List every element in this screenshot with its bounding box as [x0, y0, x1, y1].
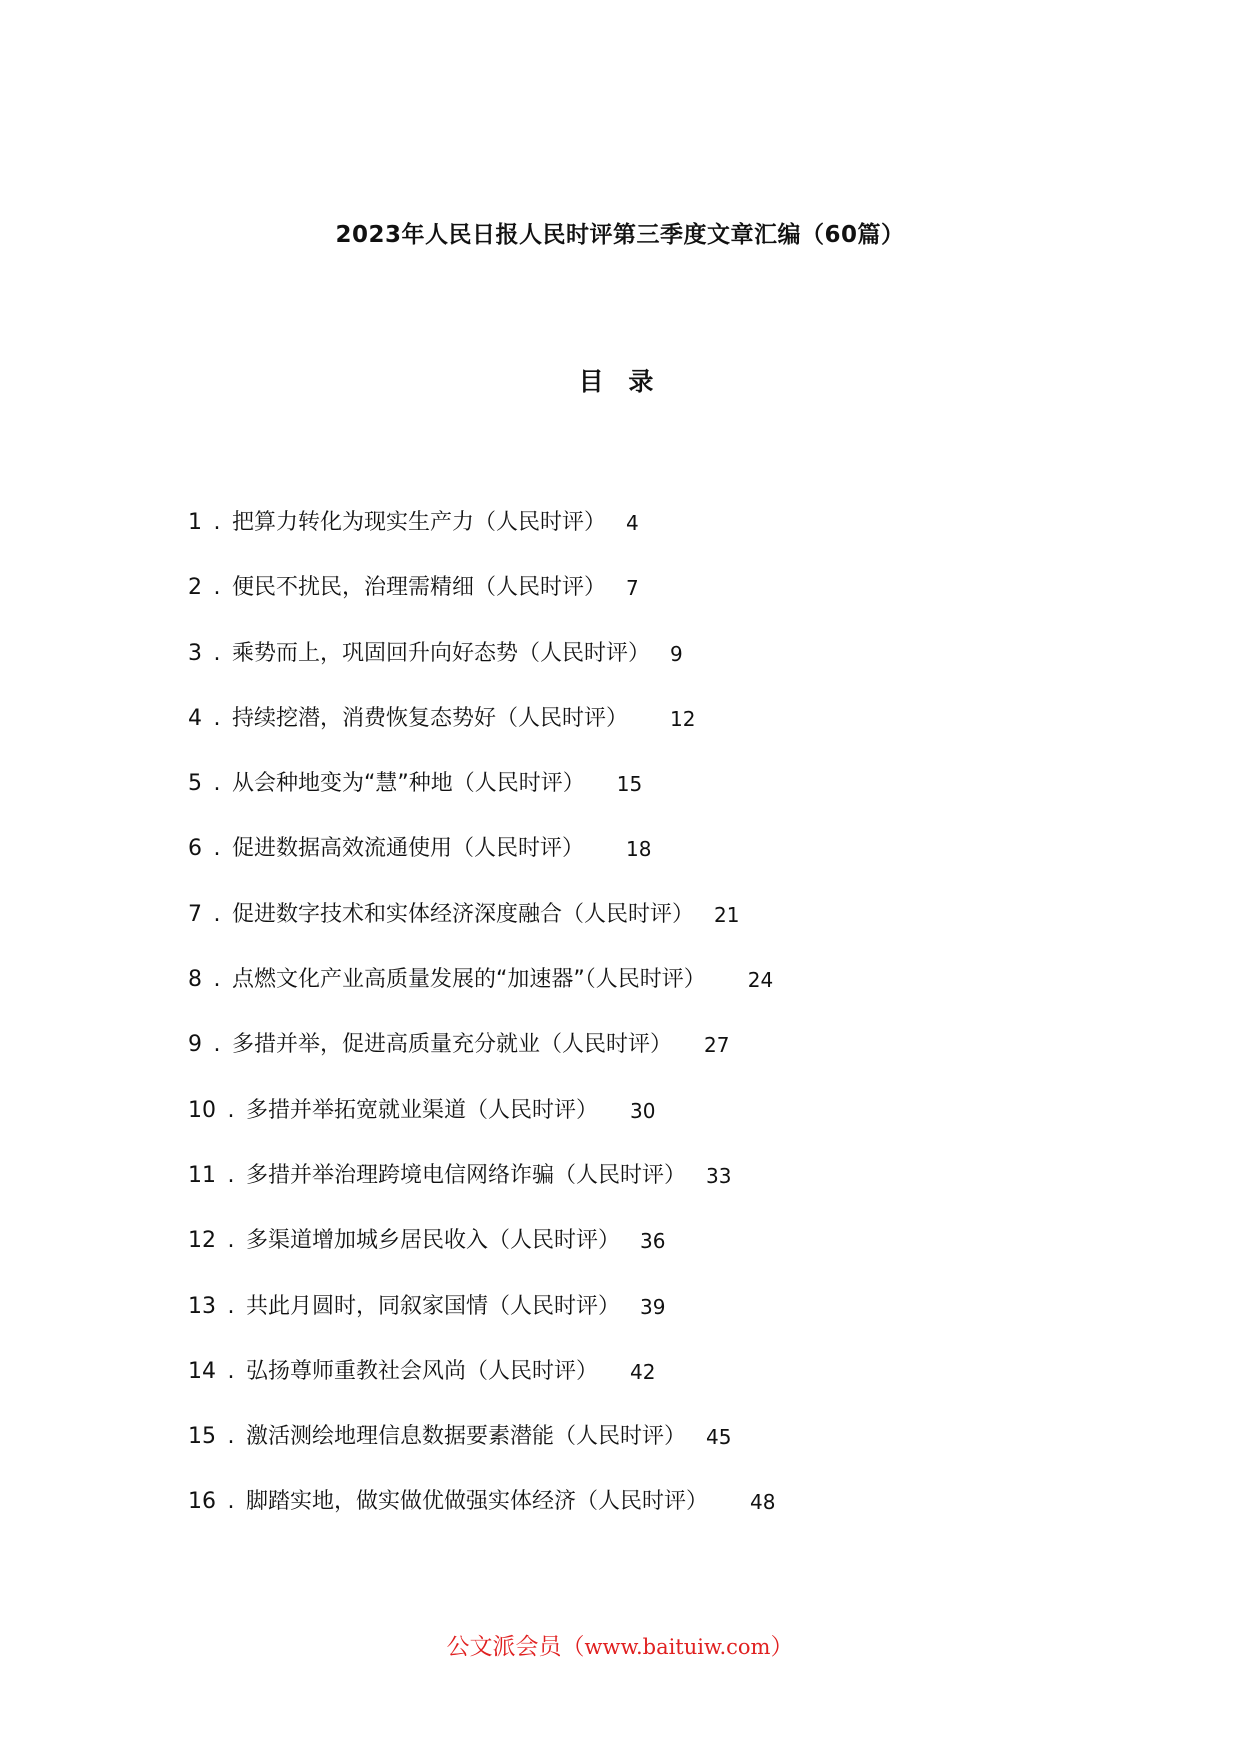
toc-item-15[interactable]	[188, 1420, 1088, 1485]
toc-item-10[interactable]	[188, 1094, 1088, 1159]
toc-page-number: 9	[670, 641, 683, 666]
toc-number: 11	[188, 1162, 216, 1188]
toc-item-6[interactable]	[188, 832, 1088, 897]
toc-item-3[interactable]	[188, 637, 1088, 702]
toc-heading: 目 录	[578, 367, 662, 396]
footer-close: ）	[770, 1634, 794, 1660]
toc-item-7[interactable]	[188, 898, 1088, 963]
toc-separator: .	[227, 1228, 235, 1254]
toc-title: 把算力转化为现实生产力（人民时评）	[232, 510, 607, 535]
toc-number: 7	[188, 901, 202, 927]
toc-page-number: 15	[616, 772, 643, 797]
toc-page-number: 42	[630, 1359, 656, 1384]
toc-separator: .	[213, 967, 221, 993]
toc-title: 激活测绘地理信息数据要素潜能（人民时评）	[246, 1424, 687, 1450]
footer-brand: 公文派会员（	[446, 1634, 585, 1660]
toc-title: 多措并举，促进高质量充分就业（人民时评）	[232, 1032, 673, 1058]
toc-title: 点燃文化产业高质量发展的“加速器”（人民时评）	[232, 967, 706, 993]
toc-number: 2	[188, 575, 202, 601]
toc-item-2[interactable]	[188, 571, 1088, 636]
toc-item-16[interactable]	[188, 1485, 1088, 1550]
toc-title: 多措并举治理跨境电信网络诈骗（人民时评）	[246, 1162, 687, 1188]
toc-number: 4	[188, 705, 202, 731]
footer-url-link[interactable]: www.baituiw.com	[584, 1635, 771, 1659]
toc-number: 12	[188, 1228, 216, 1254]
toc-separator: .	[213, 575, 221, 601]
toc-page-number: 4	[626, 511, 639, 535]
toc-item-5[interactable]	[188, 767, 1088, 832]
footer-watermark	[0, 1628, 1240, 1661]
toc-separator: .	[227, 1424, 235, 1450]
toc-number: 1	[188, 510, 202, 535]
toc-page-number: 45	[706, 1425, 732, 1450]
toc-item-13[interactable]	[188, 1290, 1088, 1355]
toc-title: 持续挖潜，消费恢复态势好（人民时评）	[232, 705, 629, 731]
toc-number: 9	[188, 1032, 202, 1058]
toc-title: 共此月圆时，同叙家国情（人民时评）	[246, 1293, 621, 1319]
toc-number: 10	[188, 1097, 216, 1123]
toc-item-14[interactable]	[188, 1355, 1088, 1420]
toc-separator: .	[227, 1293, 235, 1319]
toc-number: 15	[188, 1424, 216, 1450]
toc-separator: .	[213, 901, 221, 927]
toc-page-number: 27	[704, 1033, 730, 1058]
toc-separator: .	[227, 1489, 235, 1515]
toc-separator: .	[213, 771, 221, 797]
toc-page-number: 36	[640, 1229, 666, 1254]
toc-separator: .	[213, 1032, 221, 1058]
toc-title: 促进数据高效流通使用（人民时评）	[232, 836, 585, 862]
toc-page-number: 48	[750, 1490, 776, 1515]
toc-item-1[interactable]	[188, 506, 1088, 571]
toc-page-number: 30	[630, 1098, 656, 1123]
toc-title: 多渠道增加城乡居民收入（人民时评）	[246, 1228, 621, 1254]
toc-number: 3	[188, 640, 202, 666]
toc-number: 14	[188, 1358, 216, 1384]
toc-title: 促进数字技术和实体经济深度融合（人民时评）	[232, 901, 695, 927]
toc-title: 从会种地变为“慧”种地（人民时评）	[232, 771, 585, 797]
toc-page-number: 21	[714, 902, 740, 927]
toc-page-number: 7	[626, 576, 639, 601]
toc-number: 5	[188, 771, 202, 797]
toc-number: 16	[188, 1489, 216, 1515]
toc-number: 6	[188, 836, 202, 862]
toc-separator: .	[227, 1162, 235, 1188]
toc-title: 乘势而上，巩固回升向好态势（人民时评）	[232, 640, 651, 666]
toc-separator: .	[213, 640, 221, 666]
toc-item-12[interactable]	[188, 1224, 1088, 1289]
toc-item-8[interactable]	[188, 963, 1088, 1028]
toc-title: 便民不扰民，治理需精细（人民时评）	[232, 575, 607, 601]
toc-item-11[interactable]	[188, 1159, 1088, 1224]
toc-number: 8	[188, 967, 202, 993]
table-of-contents	[188, 506, 1088, 1551]
toc-page-number: 12	[670, 706, 696, 731]
toc-page-number: 18	[626, 837, 652, 862]
toc-separator: .	[227, 1358, 235, 1384]
toc-separator: .	[213, 705, 221, 731]
toc-item-9[interactable]	[188, 1028, 1088, 1093]
toc-page-number: 33	[706, 1163, 732, 1188]
toc-separator: .	[213, 836, 221, 862]
toc-item-4[interactable]	[188, 702, 1088, 767]
toc-title: 多措并举拓宽就业渠道（人民时评）	[246, 1097, 599, 1123]
toc-separator: .	[213, 510, 221, 535]
toc-number: 13	[188, 1293, 216, 1319]
toc-title: 弘扬尊师重教社会风尚（人民时评）	[246, 1358, 599, 1384]
toc-title: 脚踏实地，做实做优做强实体经济（人民时评）	[246, 1489, 709, 1515]
document-title: 2023年人民日报人民时评第三季度文章汇编（60篇）	[335, 222, 905, 248]
toc-page-number: 39	[640, 1294, 666, 1319]
toc-page-number: 24	[747, 968, 774, 993]
toc-separator: .	[227, 1097, 235, 1123]
